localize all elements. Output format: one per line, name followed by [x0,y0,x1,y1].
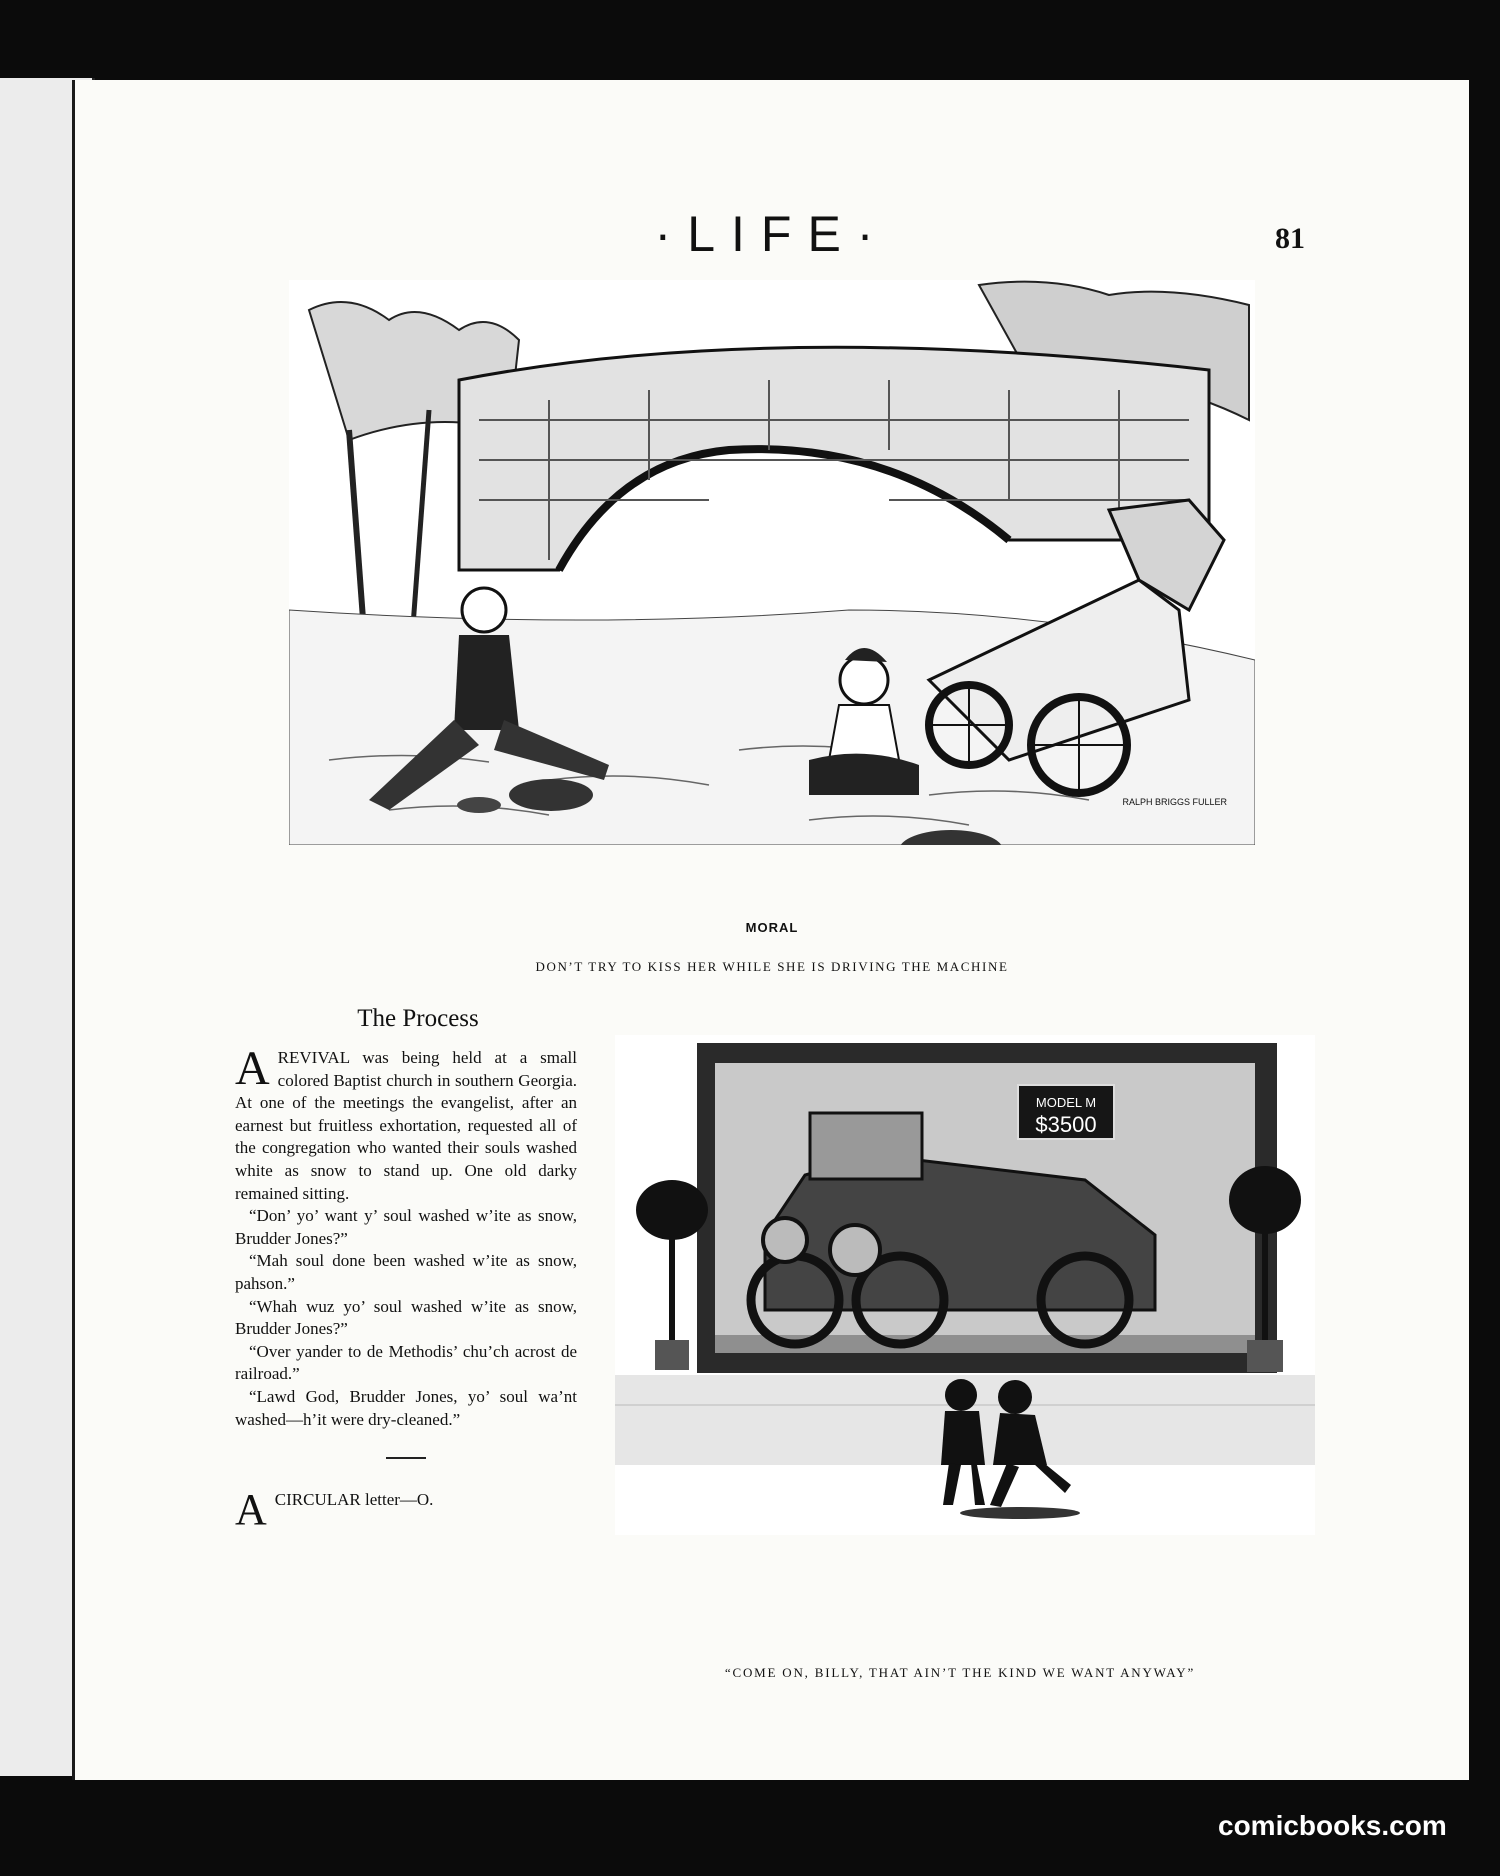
car-showroom-illustration [615,1035,1315,1535]
article-paragraph-2: “Don’ yo’ want y’ soul washed w’ite as snow, Brudder Jones?” [235,1206,577,1248]
price-sign-amount: $3500 [1035,1112,1097,1137]
article-paragraph-1 [235,1042,577,1205]
bottom-cartoon-caption: “COME ON, BILLY, THAT AIN’T THE KIND WE WANT ANYWAY” [724,1665,1196,1680]
price-sign-model: MODEL M [1035,1095,1097,1110]
article-the-process [235,1005,577,1535]
short-item [235,1485,577,1535]
article-paragraph-5: “Over yander to de Methodis’ chu’ch acrost de railroad.” [235,1341,577,1384]
top-cartoon-title: MORAL [745,920,799,935]
drop-cap: A [235,1042,270,1095]
article-paragraph-4: “Whah wuz yo’ soul washed w’ite as snow, Brudder Jones?” [235,1296,577,1339]
article-title: The Process [357,1005,479,1032]
article-paragraph-6: “Lawd God, Brudder Jones, yo’ soul wa’nt washed—h’it were dry-cleaned.” [235,1386,577,1429]
top-cartoon-caption: DON’T TRY TO KISS HER WHILE SHE IS DRIVING THE MACHINE [535,959,1009,974]
bridge-car-accident-illustration [289,280,1255,845]
magazine-page [72,80,1469,1780]
artist-signature: RALPH BRIGGS FULLER [1122,797,1227,807]
paragraph-text: REVIVAL was being held at a small colored Baptist church in southern Georgia. At one of the meetings the evangelist, after an earnest but fruitless exhortation, requested all of the congregation who wanted their souls washed white as snow to stand up. One old darky remained sitting. [235,1048,577,1203]
article-paragraph-3: “Mah soul done been washed w’ite as snow, pahson.” [235,1251,577,1293]
drop-cap: A [235,1485,267,1535]
short-item-text: CIRCULAR letter—O. [274,1490,434,1510]
masthead: ·LIFE· [654,206,890,262]
section-divider [386,1457,426,1459]
site-watermark: comicbooks.com [1218,1810,1447,1841]
page-number: 81 [1275,222,1305,255]
